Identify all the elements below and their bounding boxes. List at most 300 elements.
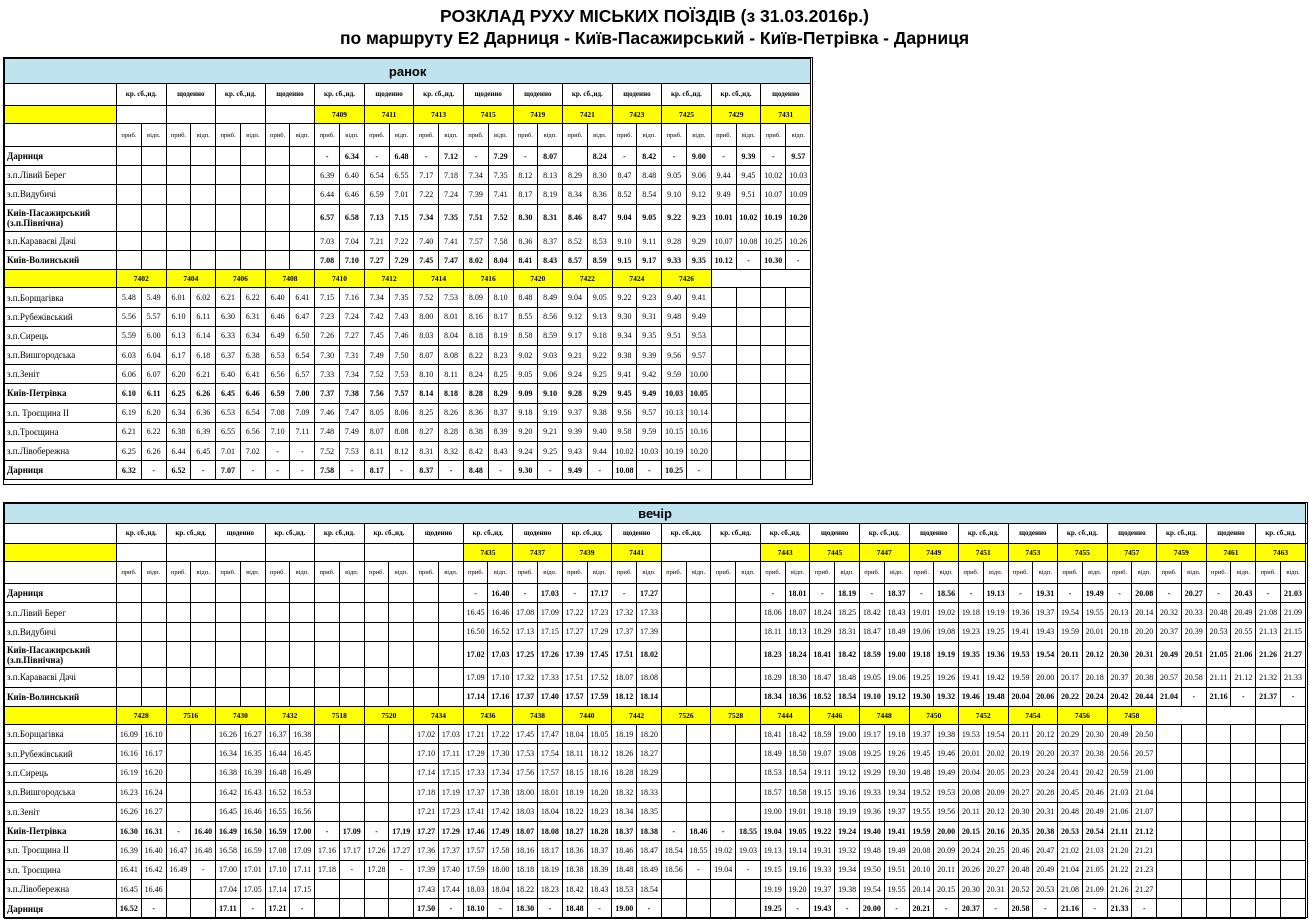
time-cell: 17.10 [414, 744, 439, 763]
time-cell: 16.34 [216, 744, 241, 763]
time-cell [661, 802, 686, 821]
time-cell: 18.49 [760, 744, 785, 763]
time-cell: 5.49 [141, 288, 166, 307]
time-cell: 17.33 [538, 668, 563, 687]
time-cell [736, 403, 761, 422]
time-cell [191, 802, 216, 821]
time-cell: 20.52 [1008, 880, 1033, 899]
time-cell: 21.06 [1107, 802, 1132, 821]
time-cell: - [686, 461, 711, 480]
time-cell: 19.18 [959, 603, 984, 622]
time-cell: 9.38 [612, 346, 637, 365]
time-cell: 6.20 [166, 365, 191, 384]
station-name: Дарниця [5, 899, 117, 918]
time-cell: 19.59 [909, 821, 934, 840]
arrival-label: приб. [810, 562, 835, 584]
day-type: щоденно [810, 524, 860, 544]
time-cell: 6.45 [216, 384, 241, 403]
time-cell [661, 584, 686, 603]
time-cell: 8.04 [439, 326, 464, 345]
time-cell [166, 185, 191, 204]
time-cell: 7.16 [340, 288, 365, 307]
time-cell [438, 584, 463, 603]
time-cell: 20.51 [1181, 642, 1206, 668]
time-cell: 18.30 [785, 668, 810, 687]
time-cell [389, 687, 414, 706]
time-cell: 19.23 [959, 622, 984, 641]
time-cell [1181, 880, 1206, 899]
day-type: щоденно [612, 524, 662, 544]
time-cell: 20.17 [1058, 668, 1083, 687]
time-cell [1206, 802, 1231, 821]
time-cell: 9.31 [637, 307, 662, 326]
time-cell: 17.59 [463, 860, 488, 879]
time-cell: - [711, 821, 736, 840]
time-cell: 21.26 [1256, 642, 1281, 668]
time-cell: 19.12 [884, 687, 909, 706]
table-row [5, 232, 811, 251]
time-cell: 19.33 [810, 860, 835, 879]
time-cell: 20.31 [1132, 642, 1157, 668]
time-cell [786, 326, 811, 345]
time-cell [166, 763, 191, 782]
day-type: кр. сб.,нд. [1058, 524, 1108, 544]
time-cell: 16.37 [265, 724, 290, 743]
time-cell [1256, 744, 1281, 763]
time-cell: 19.17 [859, 724, 884, 743]
time-cell: 7.34 [340, 365, 365, 384]
departure-label: відп. [488, 562, 513, 584]
day-type: кр. сб.,нд. [661, 524, 711, 544]
time-cell [389, 899, 414, 918]
time-cell: 20.48 [1058, 802, 1083, 821]
time-cell: 18.08 [637, 668, 662, 687]
time-cell: 20.49 [1157, 642, 1182, 668]
time-cell [389, 744, 414, 763]
time-cell: 7.35 [488, 166, 513, 185]
time-cell: - [1231, 687, 1256, 706]
time-cell: 21.33 [1107, 899, 1132, 918]
time-cell [414, 642, 439, 668]
time-cell: 19.53 [959, 724, 984, 743]
train-number: 7451 [959, 544, 1009, 562]
time-cell [117, 185, 142, 204]
station-header [5, 524, 117, 544]
time-cell [711, 403, 736, 422]
time-cell [438, 603, 463, 622]
time-cell: 20.49 [1033, 860, 1058, 879]
time-cell: 17.09 [339, 821, 364, 840]
day-type: кр. сб.,нд. [662, 84, 712, 106]
time-cell: 8.08 [439, 346, 464, 365]
time-cell [290, 622, 315, 641]
time-cell [1206, 841, 1231, 860]
arrival-label: приб. [909, 562, 934, 584]
time-cell: 19.49 [884, 841, 909, 860]
station-name: з.п.Сирець [5, 326, 117, 345]
time-cell: 17.26 [364, 841, 389, 860]
time-cell: - [760, 584, 785, 603]
time-cell: 18.30 [513, 899, 538, 918]
arrival-label: приб. [563, 124, 588, 147]
time-cell: 8.38 [463, 422, 488, 441]
time-cell: 21.09 [1280, 603, 1305, 622]
time-cell: 6.02 [191, 288, 216, 307]
time-cell [686, 687, 711, 706]
time-cell: 10.03 [786, 166, 811, 185]
time-cell: 19.36 [859, 802, 884, 821]
time-cell [414, 622, 439, 641]
time-cell [661, 642, 686, 668]
time-cell: 18.29 [637, 763, 662, 782]
day-type: щоденно [414, 524, 464, 544]
time-cell: 20.37 [1058, 744, 1083, 763]
time-cell: 20.11 [934, 860, 959, 879]
time-cell: 9.24 [563, 365, 588, 384]
time-cell: 19.18 [909, 642, 934, 668]
time-cell: 20.12 [1082, 642, 1107, 668]
time-cell: 9.19 [538, 403, 563, 422]
time-cell: 17.29 [438, 821, 463, 840]
time-cell [290, 603, 315, 622]
departure-label: відп. [191, 124, 216, 147]
time-cell: 7.51 [463, 204, 488, 232]
time-cell [1181, 744, 1206, 763]
time-cell [364, 668, 389, 687]
time-cell: 9.24 [513, 441, 538, 460]
time-cell [1280, 783, 1305, 802]
day-type: кр. сб.,нд. [463, 524, 513, 544]
table-row [5, 622, 1306, 641]
time-cell [711, 642, 736, 668]
time-cell [166, 584, 191, 603]
time-cell: - [141, 461, 166, 480]
time-cell: 19.41 [1008, 622, 1033, 641]
time-cell [290, 668, 315, 687]
time-cell: 20.54 [1082, 821, 1107, 840]
time-cell: 18.38 [637, 821, 662, 840]
time-cell [240, 147, 265, 166]
time-cell [686, 744, 711, 763]
time-cell: 20.11 [959, 802, 984, 821]
day-type: щоденно [513, 84, 563, 106]
time-cell: 20.02 [983, 744, 1008, 763]
time-cell: 19.19 [760, 880, 785, 899]
time-cell [414, 668, 439, 687]
time-cell [117, 603, 142, 622]
time-cell: 10.12 [711, 251, 736, 270]
time-cell [1231, 763, 1256, 782]
time-cell: 9.05 [587, 288, 612, 307]
time-cell: 17.15 [538, 622, 563, 641]
time-cell: 8.31 [414, 441, 439, 460]
train-number [1157, 706, 1207, 724]
time-cell: 16.44 [265, 744, 290, 763]
time-cell: 9.40 [587, 422, 612, 441]
table-row [5, 603, 1306, 622]
time-cell: 17.14 [463, 687, 488, 706]
time-cell [364, 687, 389, 706]
time-cell: 17.21 [414, 802, 439, 821]
time-cell: 16.52 [488, 622, 513, 641]
morning-banner: ранок [5, 59, 811, 84]
time-cell: 19.54 [859, 880, 884, 899]
station-header [5, 706, 117, 724]
time-cell: 7.52 [364, 365, 389, 384]
time-cell: 6.54 [290, 346, 315, 365]
time-cell: 17.51 [612, 642, 637, 668]
time-cell: 8.59 [538, 326, 563, 345]
time-cell: 20.08 [909, 841, 934, 860]
time-cell: 7.30 [315, 346, 340, 365]
train-number: 7447 [859, 544, 909, 562]
station-name: з.п. Троєщина [5, 860, 117, 879]
time-cell: 10.08 [612, 461, 637, 480]
time-cell [166, 880, 191, 899]
time-cell: 6.18 [191, 346, 216, 365]
time-cell [736, 880, 761, 899]
time-cell: 20.23 [1008, 763, 1033, 782]
time-cell: 18.23 [587, 802, 612, 821]
time-cell [339, 642, 364, 668]
time-cell: 9.22 [587, 346, 612, 365]
time-cell: 7.48 [315, 422, 340, 441]
time-cell [736, 802, 761, 821]
time-cell: - [934, 899, 959, 918]
train-number: 7454 [1008, 706, 1058, 724]
time-cell: 19.40 [859, 821, 884, 840]
time-cell: 8.14 [414, 384, 439, 403]
time-cell: 21.20 [1107, 841, 1132, 860]
time-cell [761, 461, 786, 480]
time-cell: 6.34 [240, 326, 265, 345]
time-cell [315, 802, 340, 821]
time-cell: 6.34 [340, 147, 365, 166]
time-cell: 17.56 [513, 763, 538, 782]
time-cell: - [1256, 584, 1281, 603]
time-cell [141, 251, 166, 270]
time-cell [364, 783, 389, 802]
time-cell: 9.48 [662, 307, 687, 326]
time-cell: 7.58 [315, 461, 340, 480]
time-cell [339, 668, 364, 687]
time-cell [364, 724, 389, 743]
time-cell [339, 880, 364, 899]
time-cell: 19.19 [835, 802, 860, 821]
time-cell: 7.34 [463, 166, 488, 185]
departure-label: відп. [240, 124, 265, 147]
time-cell: 6.56 [265, 365, 290, 384]
time-cell [191, 603, 216, 622]
time-cell [1231, 802, 1256, 821]
time-cell: 19.16 [785, 860, 810, 879]
time-cell: 19.49 [1082, 584, 1107, 603]
time-cell [290, 232, 315, 251]
time-cell: 18.48 [835, 668, 860, 687]
time-cell [191, 204, 216, 232]
time-cell [736, 584, 761, 603]
time-cell: 8.01 [439, 307, 464, 326]
station-name: з.п.Троєщина [5, 422, 117, 441]
table-row [5, 584, 1306, 603]
time-cell [117, 147, 142, 166]
time-cell: 10.15 [662, 422, 687, 441]
time-cell: 17.09 [463, 668, 488, 687]
station-name: з.п. Троєщина ІІ [5, 403, 117, 422]
time-cell: 8.46 [563, 204, 588, 232]
time-cell: 17.34 [488, 763, 513, 782]
time-cell: 21.00 [1132, 763, 1157, 782]
time-cell: 19.05 [859, 668, 884, 687]
time-cell: 7.27 [364, 251, 389, 270]
time-cell [364, 763, 389, 782]
time-cell: 20.53 [1058, 821, 1083, 840]
time-cell: 9.39 [563, 422, 588, 441]
time-cell: - [488, 899, 513, 918]
time-cell [339, 802, 364, 821]
time-cell: 21.05 [1206, 642, 1231, 668]
time-cell: 20.31 [1033, 802, 1058, 821]
time-cell: 7.29 [389, 251, 414, 270]
day-type: кр. сб.,нд. [364, 524, 414, 544]
time-cell: 18.47 [810, 668, 835, 687]
time-cell: 17.42 [488, 802, 513, 821]
time-cell: 7.18 [439, 166, 464, 185]
time-cell: 19.46 [959, 687, 984, 706]
time-cell [438, 622, 463, 641]
time-cell [240, 251, 265, 270]
time-cell: - [389, 860, 414, 879]
time-cell: 18.22 [562, 802, 587, 821]
time-cell: 17.16 [488, 687, 513, 706]
time-cell: 18.16 [513, 841, 538, 860]
time-cell: 7.53 [340, 441, 365, 460]
time-cell [141, 584, 166, 603]
time-cell: 18.32 [612, 783, 637, 802]
time-cell: - [141, 899, 166, 918]
table-row [5, 204, 811, 232]
time-cell: 9.41 [612, 365, 637, 384]
time-cell [265, 251, 290, 270]
time-cell: 20.38 [1132, 668, 1157, 687]
time-cell [686, 763, 711, 782]
time-cell [191, 724, 216, 743]
time-cell: - [265, 461, 290, 480]
time-cell: 20.09 [983, 783, 1008, 802]
station-header [5, 124, 117, 147]
time-cell: 20.42 [1107, 687, 1132, 706]
time-cell: 20.49 [1107, 724, 1132, 743]
time-cell: - [1008, 584, 1033, 603]
time-cell: 19.15 [760, 860, 785, 879]
time-cell: 20.05 [983, 763, 1008, 782]
time-cell [364, 880, 389, 899]
time-cell: 18.53 [612, 880, 637, 899]
time-cell [364, 802, 389, 821]
time-cell: 6.54 [240, 403, 265, 422]
time-cell: 19.33 [859, 783, 884, 802]
time-cell: 6.46 [240, 384, 265, 403]
time-cell: 19.24 [835, 821, 860, 840]
time-cell: 8.47 [612, 166, 637, 185]
time-cell [711, 724, 736, 743]
arrival-label: приб. [216, 562, 241, 584]
time-cell [265, 147, 290, 166]
departure-label: відп. [587, 124, 612, 147]
time-cell: 20.15 [934, 880, 959, 899]
time-cell: 17.39 [562, 642, 587, 668]
time-cell: 7.10 [340, 251, 365, 270]
time-cell [1206, 899, 1231, 918]
arrival-label: приб. [761, 124, 786, 147]
time-cell: 16.45 [216, 802, 241, 821]
time-cell: 19.50 [859, 860, 884, 879]
time-cell: 7.53 [389, 365, 414, 384]
time-cell: 9.39 [736, 147, 761, 166]
time-cell: 19.11 [810, 763, 835, 782]
time-cell: 21.27 [1280, 642, 1305, 668]
train-number: 7431 [761, 106, 811, 124]
day-type: щоденно [364, 84, 414, 106]
time-cell: 16.46 [488, 603, 513, 622]
time-cell: 6.34 [166, 403, 191, 422]
departure-label: відп. [438, 562, 463, 584]
time-cell: 19.54 [1033, 642, 1058, 668]
day-type: кр. сб.,нд. [315, 84, 365, 106]
time-cell: 18.47 [859, 622, 884, 641]
time-cell [339, 744, 364, 763]
time-cell [117, 204, 142, 232]
time-cell: - [1206, 584, 1231, 603]
time-cell [117, 687, 142, 706]
time-cell [315, 763, 340, 782]
train-number: 7430 [216, 706, 266, 724]
time-cell: 19.35 [959, 642, 984, 668]
time-cell: 6.37 [216, 346, 241, 365]
station-name: з.п.Борщагівка [5, 288, 117, 307]
arrival-label: приб. [711, 124, 736, 147]
time-cell: 8.37 [488, 403, 513, 422]
time-cell: 6.25 [117, 441, 142, 460]
time-cell: 19.43 [1033, 622, 1058, 641]
train-number: 7416 [463, 270, 513, 288]
time-cell: 21.37 [1256, 687, 1281, 706]
time-cell [686, 899, 711, 918]
time-cell [761, 441, 786, 460]
day-type: кр. сб.,нд. [563, 84, 613, 106]
train-number: 7429 [711, 106, 761, 124]
time-cell [389, 783, 414, 802]
time-cell: 18.27 [562, 821, 587, 840]
train-number: 7408 [265, 270, 315, 288]
time-cell: 18.29 [810, 622, 835, 641]
time-cell: 6.40 [340, 166, 365, 185]
time-cell: 16.40 [141, 841, 166, 860]
time-cell [389, 584, 414, 603]
time-cell: 18.49 [637, 860, 662, 879]
time-cell: 18.50 [785, 744, 810, 763]
time-cell: 20.30 [1082, 724, 1107, 743]
time-cell [265, 687, 290, 706]
time-cell: 18.04 [562, 724, 587, 743]
train-number: 7459 [1157, 544, 1207, 562]
time-cell: 5.48 [117, 288, 142, 307]
train-number: 7410 [315, 270, 365, 288]
train-number [315, 544, 365, 562]
time-cell: 18.43 [587, 880, 612, 899]
time-cell [1231, 821, 1256, 840]
table-row [5, 326, 811, 345]
